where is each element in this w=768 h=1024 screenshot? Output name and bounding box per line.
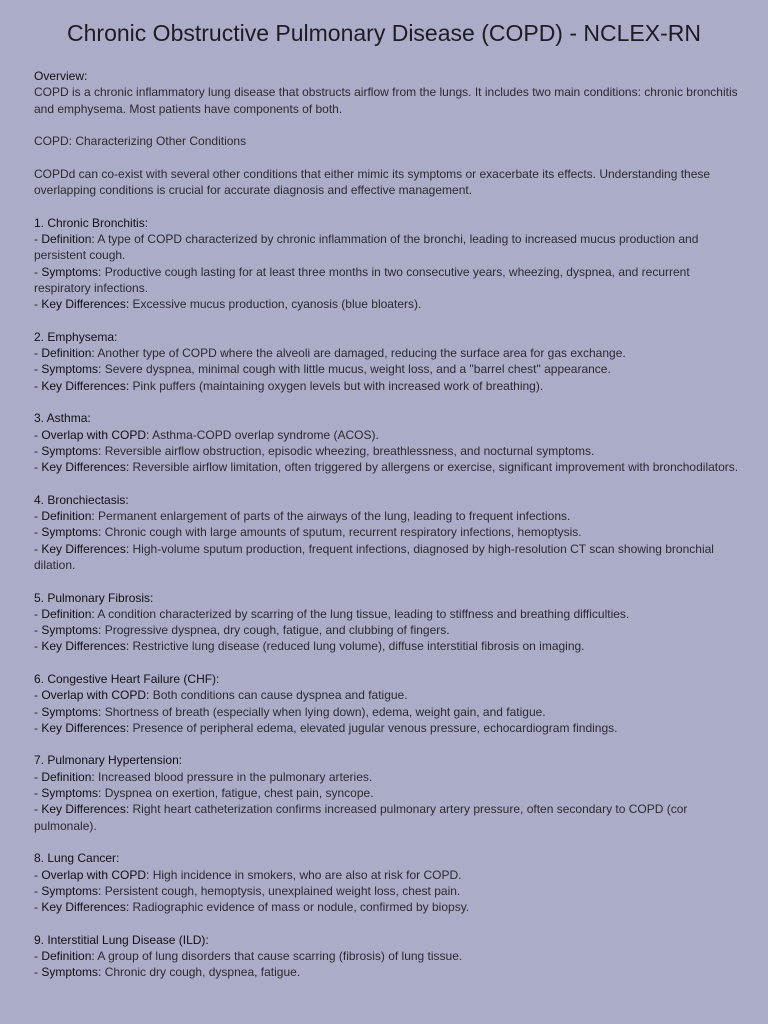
condition-item: - Symptoms: Progressive dyspnea, dry cough, fatigue, and clubbing of fingers. [34,623,450,638]
item-text: Chronic cough with large amounts of sputum, recurrent respiratory infections, hemoptysis. [104,525,582,540]
condition-item: - Definition: A group of lung disorders that cause scarring (fibrosis) of lung tissue. [34,949,463,964]
item-label: Symptoms [41,525,99,540]
item-text: Chronic dry cough, dyspnea, fatigue. [104,965,301,980]
item-label: Overlap with COPD [41,688,147,703]
item-label: Key Differences [41,297,126,312]
item-label: Key Differences [41,541,126,556]
condition-item: - Overlap with COPD: Asthma-COPD overlap syndrome (ACOS). [34,427,379,442]
item-text: A condition characterized by scarring of the lung tissue, leading to stiffness and breathing difficulties. [97,606,630,621]
item-label: Key Differences [41,460,126,475]
item-text: Both conditions can cause dyspnea and fatigue. [152,688,408,703]
item-label: Definition [41,769,92,784]
section-heading: COPD: Characterizing Other Conditions [34,134,247,149]
condition-section [34,410,740,475]
item-label: Symptoms [41,443,99,458]
condition-item: - Symptoms: Chronic dry cough, dyspnea, fatigue. [34,965,301,980]
condition-section [34,850,740,915]
condition-item: - Symptoms: Productive cough lasting for at least three months in two consecutive years, wheezing, dyspnea, and recurrent respiratory infections. [34,264,690,295]
item-text: Permanent enlargement of parts of the airways of the lung, leading to frequent infections. [98,509,571,524]
condition-heading: 8. Lung Cancer: [34,851,120,866]
condition-heading: 9. Interstitial Lung Disease (ILD): [34,932,209,947]
item-text: Reversible airflow obstruction, episodic wheezing, breathlessness, and nocturnal symptoms. [104,443,595,458]
item-text: Increased blood pressure in the pulmonary arteries. [98,769,373,784]
condition-heading: 1. Chronic Bronchitis: [34,215,149,230]
item-label: Overlap with COPD [41,867,147,882]
item-label: Symptoms [41,362,99,377]
item-text: Persistent cough, hemoptysis, unexplained weight loss, chest pain. [104,883,461,898]
condition-item: - Key Differences: Right heart catheterization confirms increased pulmonary artery pressure, often secondary to COPD (cor pulmonale). [34,802,688,833]
overview-text: COPD is a chronic inflammatory lung disease that obstructs airflow from the lungs. It includes two main conditions: chronic bronchitis and emphysema. Most patients have components of both. [34,85,738,116]
condition-section [34,329,740,394]
condition-section [34,671,740,736]
item-label: Symptoms [41,883,99,898]
condition-item: - Overlap with COPD: Both conditions can cause dyspnea and fatigue. [34,688,408,703]
item-text: A type of COPD characterized by chronic inflammation of the bronchi, leading to increased mucus production and persistent cough. [34,231,699,263]
conditions-list [34,215,740,981]
intro-section [34,166,740,199]
condition-item: - Symptoms: Persistent cough, hemoptysis, unexplained weight loss, chest pain. [34,883,461,898]
condition-heading: 2. Emphysema: [34,329,118,344]
item-label: Key Differences [41,378,126,393]
item-text: Severe dyspnea, minimal cough with little mucus, weight loss, and a "barrel chest" appearance. [104,362,611,377]
condition-heading: 4. Bronchiectasis: [34,492,129,507]
item-text: Asthma-COPD overlap syndrome (ACOS). [152,427,379,442]
item-text: Restrictive lung disease (reduced lung volume), diffuse interstitial fibrosis on imaging. [132,639,585,654]
item-text: Excessive mucus production, cyanosis (blue bloaters). [132,297,422,312]
item-label: Symptoms [41,623,99,638]
section-heading-block [34,133,740,149]
item-label: Key Differences [41,900,126,915]
condition-item: - Symptoms: Reversible airflow obstruction, episodic wheezing, breathlessness, and nocturnal symptoms. [34,443,595,458]
item-text: Right heart catheterization confirms increased pulmonary artery pressure, often secondary to COPD (cor pulmonale). [34,802,688,833]
item-label: Overlap with COPD [41,427,147,442]
condition-item: - Definition: A type of COPD characterized by chronic inflammation of the bronchi, leading to increased mucus production and persistent cough. [34,231,699,263]
condition-item: - Key Differences: Restrictive lung disease (reduced lung volume), diffuse interstitial fibrosis on imaging. [34,639,585,654]
item-label: Key Differences [41,639,126,654]
condition-item: - Definition: Permanent enlargement of parts of the airways of the lung, leading to frequent infections. [34,509,571,524]
document-body [34,68,740,997]
condition-item: - Symptoms: Shortness of breath (especially when lying down), edema, weight gain, and fatigue. [34,704,546,719]
condition-section [34,215,740,313]
item-text: Presence of peripheral edema, elevated jugular venous pressure, echocardiogram findings. [132,720,618,735]
condition-item: - Key Differences: Pink puffers (maintaining oxygen levels but with increased work of breathing). [34,378,544,393]
condition-item: - Symptoms: Severe dyspnea, minimal cough with little mucus, weight loss, and a "barrel chest" appearance. [34,362,611,377]
page-title: Chronic Obstructive Pulmonary Disease (COPD) - NCLEX-RN [67,20,701,46]
intro-text: COPDd can co-exist with several other conditions that either mimic its symptoms or exacerbate its effects. Understanding these overlapping conditions is crucial for accurate diagnosis and effective management. [34,166,711,198]
item-label: Definition [41,509,92,524]
condition-section [34,932,740,981]
condition-section [34,752,740,833]
item-label: Key Differences [41,802,126,817]
item-label: Definition [41,606,92,621]
overview-heading: Overview: [34,69,88,83]
condition-item: - Key Differences: Presence of peripheral edema, elevated jugular venous pressure, echocardiogram findings. [34,720,618,735]
item-text: Dyspnea on exertion, fatigue, chest pain, syncope. [104,786,374,801]
item-label: Definition [41,231,92,246]
condition-heading: 5. Pulmonary Fibrosis: [34,590,154,605]
item-text: Radiographic evidence of mass or nodule, confirmed by biopsy. [132,900,470,915]
condition-item: - Symptoms: Chronic cough with large amounts of sputum, recurrent respiratory infections, hemoptysis. [34,525,582,540]
condition-item: - Key Differences: Reversible airflow limitation, often triggered by allergens or exercise, significant improvement with bronchodilators. [34,460,739,475]
condition-item: - Definition: Another type of COPD where the alveoli are damaged, reducing the surface area for gas exchange. [34,346,626,361]
item-label: Symptoms [41,264,99,279]
condition-item: - Key Differences: Excessive mucus production, cyanosis (blue bloaters). [34,297,422,312]
item-label: Key Differences [41,720,126,735]
condition-item: - Definition: A condition characterized by scarring of the lung tissue, leading to stiffness and breathing difficulties. [34,606,630,621]
item-text: Pink puffers (maintaining oxygen levels but with increased work of breathing). [132,378,544,393]
condition-item: - Symptoms: Dyspnea on exertion, fatigue, chest pain, syncope. [34,786,374,801]
item-text: Progressive dyspnea, dry cough, fatigue, and clubbing of fingers. [104,623,450,638]
condition-heading: 3. Asthma: [34,411,91,426]
item-label: Definition [41,346,92,361]
item-text: Reversible airflow limitation, often triggered by allergens or exercise, significant improvement with bronchodilators. [132,460,739,475]
item-text: Another type of COPD where the alveoli are damaged, reducing the surface area for gas exchange. [97,346,626,361]
overview-section [34,68,740,117]
item-label: Symptoms [41,704,99,719]
item-text: Shortness of breath (especially when lying down), edema, weight gain, and fatigue. [104,704,546,719]
item-text: A group of lung disorders that cause scarring (fibrosis) of lung tissue. [97,949,463,964]
condition-section [34,590,740,655]
condition-item: - Key Differences: Radiographic evidence of mass or nodule, confirmed by biopsy. [34,900,470,915]
item-label: Symptoms [41,786,99,801]
item-label: Definition [41,949,92,964]
item-text: Productive cough lasting for at least three months in two consecutive years, wheezing, dyspnea, and recurrent respiratory infections. [34,264,690,295]
condition-item: - Overlap with COPD: High incidence in smokers, who are also at risk for COPD. [34,867,462,882]
condition-item: - Key Differences: High-volume sputum production, frequent infections, diagnosed by high-resolution CT scan showing bronchial dilation. [34,541,714,572]
item-label: Symptoms [41,965,99,980]
condition-item: - Definition: Increased blood pressure in the pulmonary arteries. [34,769,373,784]
condition-heading: 6. Congestive Heart Failure (CHF): [34,671,220,686]
condition-section [34,492,740,573]
item-text: High incidence in smokers, who are also at risk for COPD. [152,867,462,882]
item-text: High-volume sputum production, frequent infections, diagnosed by high-resolution CT scan showing bronchial dilation. [34,541,714,572]
condition-heading: 7. Pulmonary Hypertension: [34,753,183,768]
